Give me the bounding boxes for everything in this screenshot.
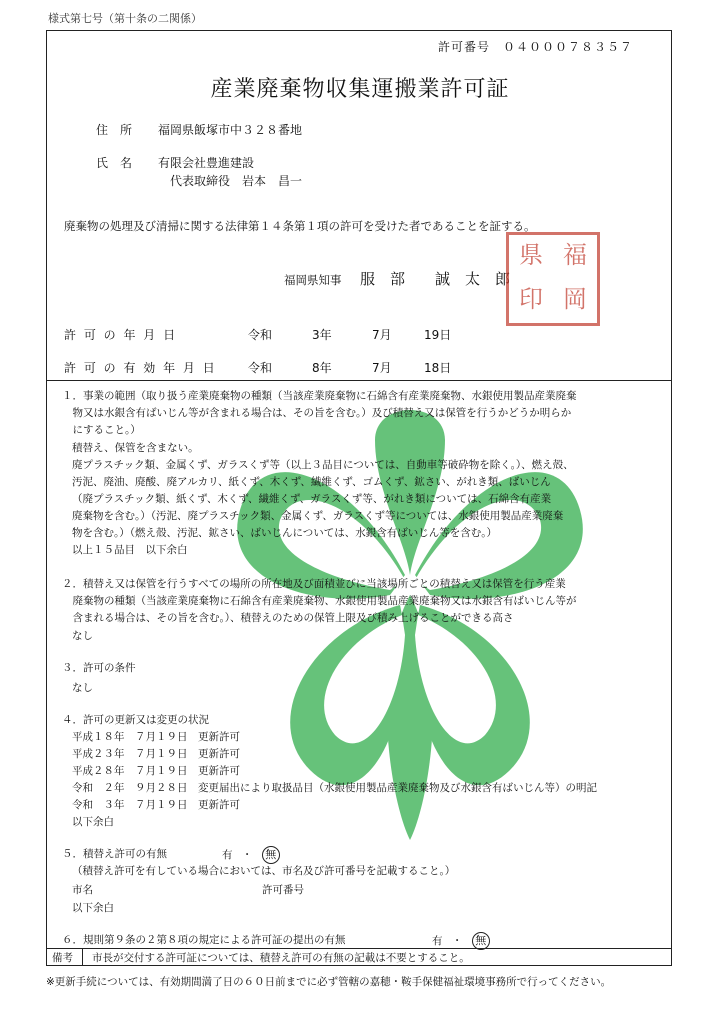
expire-date-label: 許 可 の 有 効 年 月 日 bbox=[64, 361, 217, 375]
issue-year: 3年 bbox=[312, 328, 332, 342]
seal-char: 印 bbox=[519, 285, 543, 313]
remarks-text: 市長が交付する許可証については、積替え許可の有無の記載は不要とすること。 bbox=[92, 952, 470, 964]
footnote: ※更新手続については、有効期間満了日の６０日前までに必ず管轄の嘉穂・鞍手保健福祉環境事務所で行ってください。 bbox=[46, 976, 612, 988]
remarks-label: 備考 bbox=[52, 952, 73, 964]
company-name: 有限会社豊進建設 bbox=[158, 156, 255, 170]
section-2-line: 含まれる場合は、その旨を含む。）、積替えのための保管上限及び積み上げることができる高さ bbox=[62, 612, 514, 624]
history-row: 平成１８年 ７月１９日 更新許可 bbox=[72, 731, 240, 743]
section-2-heading bbox=[62, 576, 577, 627]
section-3-value: なし bbox=[72, 682, 93, 694]
section-1-detail-line: （廃プラスチック類、紙くず、木くず、繊維くず、ガラスくず等、がれき類については、石綿含有産業 bbox=[72, 493, 552, 505]
section-1-detail-line: 以上１５品目 以下余白 bbox=[72, 544, 188, 556]
section-5-end: 以下余白 bbox=[72, 902, 114, 914]
governor-title: 福岡県知事 bbox=[284, 273, 342, 287]
address-label: 住 所 bbox=[96, 123, 133, 137]
form-number: 様式第七号（第十条の二関係） bbox=[48, 12, 202, 25]
section-5-choice bbox=[222, 846, 280, 864]
section-1-line: 物又は水銀含有ばいじん等が含まれる場合は、その旨を含む。）及び積替え又は保管を行うかどうか明らか bbox=[62, 407, 572, 419]
issue-day: 19日 bbox=[424, 328, 452, 342]
certification-statement: 廃棄物の処理及び清掃に関する法律第１４条第１項の許可を受けた者であることを証する。 bbox=[64, 219, 536, 233]
history-row: 令和 ３年 ７月１９日 更新許可 bbox=[72, 799, 240, 811]
section-1-detail-line: 廃棄物を含む。）（汚泥、廃プラスチック類、金属くず、ガラスくず等については、水銀使用製品産業廃棄 bbox=[72, 510, 564, 522]
history-end: 以下余白 bbox=[72, 816, 114, 828]
expire-month: 7月 bbox=[372, 361, 392, 375]
section-2-value: なし bbox=[72, 630, 93, 642]
choice-no-circled: 無 bbox=[472, 932, 490, 950]
city-name-label: 市名 bbox=[72, 884, 93, 896]
expire-era: 令和 bbox=[248, 361, 273, 375]
section-1-detail-line: 汚泥、廃油、廃酸、廃アルカリ、紙くず、木くず、繊維くず、ゴムくず、鉱さい、がれき類、ばいじん bbox=[72, 476, 551, 488]
permit-number-label: 許可番号 bbox=[262, 884, 304, 896]
section-1-detail-line: 廃プラスチック類、金属くず、ガラスくず等（以上３品目については、自動車等破砕物を除く。）、燃え殻、 bbox=[72, 459, 574, 471]
permit-number: 許可番号 ０４０００７８３５７ bbox=[438, 40, 634, 54]
section-1-detail bbox=[72, 440, 574, 559]
choice-yes: 有 bbox=[222, 849, 233, 861]
remarks-divider bbox=[47, 948, 671, 949]
history-row: 平成２３年 ７月１９日 更新許可 bbox=[72, 748, 240, 760]
issue-month: 7月 bbox=[372, 328, 392, 342]
section-5-title: ５．積替え許可の有無 bbox=[62, 848, 167, 860]
issue-date-label: 許 可 の 年 月 日 bbox=[64, 328, 178, 342]
section-1-line: にすること。） bbox=[62, 424, 141, 436]
section-1-detail-line: 物を含む。）（燃え殻、汚泥、鉱さい、ばいじんについては、水銀含有ばいじん等を含む。） bbox=[72, 527, 498, 539]
remarks-separator bbox=[82, 948, 83, 966]
choice-separator: ・ bbox=[451, 935, 463, 947]
history-row: 平成２８年 ７月１９日 更新許可 bbox=[72, 765, 240, 777]
name-label: 氏 名 bbox=[96, 156, 133, 170]
expire-day: 18日 bbox=[424, 361, 452, 375]
address-value: 福岡県飯塚市中３２８番地 bbox=[158, 123, 303, 137]
section-1-line: １．事業の範囲（取り扱う産業廃棄物の種類（当該産業廃棄物に石綿含有産業廃棄物、水銀使用製品産業廃棄 bbox=[62, 390, 577, 402]
official-seal bbox=[506, 232, 600, 326]
choice-yes: 有 bbox=[432, 935, 443, 947]
section-3-title: ３．許可の条件 bbox=[62, 662, 136, 674]
representative-name: 代表取締役 岩本 昌一 bbox=[170, 174, 303, 188]
seal-char: 岡 bbox=[563, 285, 587, 313]
section-2-line: 廃棄物の種類（当該産業廃棄物に石綿含有産業廃棄物、水銀使用製品産業廃棄物又は水銀含有ばいじん等が bbox=[62, 595, 577, 607]
governor-name: 服 部 誠 太 郎 bbox=[360, 270, 511, 288]
expire-year: 8年 bbox=[312, 361, 332, 375]
choice-separator: ・ bbox=[241, 849, 253, 861]
section-1-heading bbox=[62, 388, 577, 439]
section-5-note: （積替え許可を有している場合においては、市名及び許可番号を記載すること。） bbox=[72, 865, 456, 877]
section-1-detail-line: 積替え、保管を含まない。 bbox=[72, 442, 199, 454]
certificate-title: 産業廃棄物収集運搬業許可証 bbox=[210, 77, 510, 102]
section-divider bbox=[47, 380, 671, 381]
section-2-line: ２．積替え又は保管を行うすべての場所の所在地及び面積並びに当該場所ごとの積替え又は保管を行う産業 bbox=[62, 578, 566, 590]
issue-era: 令和 bbox=[248, 328, 273, 342]
section-4-history bbox=[72, 729, 597, 831]
history-row: 令和 ２年 ９月２８日 変更届出により取扱品目（水銀使用製品産業廃棄物及び水銀含有ばいじん等）の明記 bbox=[72, 782, 597, 794]
seal-char: 福 bbox=[563, 241, 587, 269]
section-6-title: ６．規則第９条の２第８項の規定による許可証の提出の有無 bbox=[62, 934, 346, 946]
section-4-title: ４．許可の更新又は変更の状況 bbox=[62, 714, 209, 726]
seal-char: 県 bbox=[519, 241, 543, 269]
choice-no-circled: 無 bbox=[262, 846, 280, 864]
